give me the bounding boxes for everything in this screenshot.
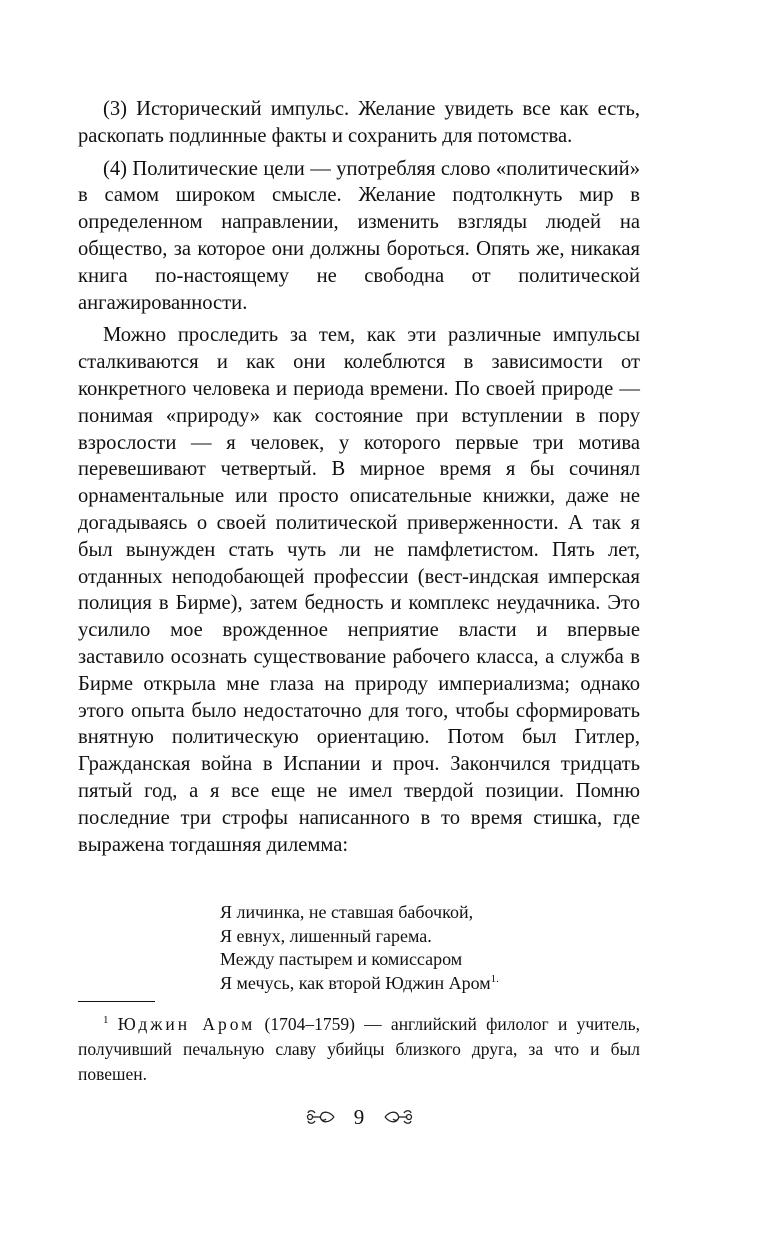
poem-line-2: Я евнух, лишенный гарема. xyxy=(220,925,432,946)
fleuron-right-icon xyxy=(382,1107,416,1127)
paragraph-motives-discussion: Можно проследить за тем, как эти различные импульсы сталкиваются и как они колеблются в зависимости от конкретного человека и периода времени. По своей природе — понимая «природу» как состояние при вступлении в пору взрослости — я человек, у которого первые три мотива перевешивают четвертый. В мирное время я бы сочинял орнаментальные или просто описательные книжки, даже не догадываясь о своей политической приверженности. А так я был вынужден стать чуть ли не памфлетистом. Пять лет, отданных неподобающей профессии (вест-индская имперская полиция в Бирме), затем бедность и комплекс неудачника. Это усилило мое врожденное неприятие власти и впервые заставило осознать существование рабочего класса, а служба в Бирме открыла мне глаза на природу империализма; однако этого опыта было недостаточно для того, чтобы сформировать внятную политическую ориентацию. Потом был Гитлер, Гражданская война в Испании и проч. Закончился тридцать пятый год, а я все еще не имел твердой позиции. Помню последние три строфы написанного в то время стишка, где выражена тогдашняя дилемма: xyxy=(78,324,640,856)
footnote-text: (1704–1759) — английский филолог и учитель, получивший печальную славу убийцы близкого друга, за что и был повешен. xyxy=(78,1014,641,1084)
poem-line-1: Я личинка, не ставшая бабочкой, xyxy=(220,902,474,922)
poem-line-3: Между пастырем и комиссаром xyxy=(220,949,463,969)
footnote xyxy=(78,1012,640,1087)
paragraph-political-purpose: (4) Политические цели — употребляя слово «политический» в самом широком смысле. Желание подтолкнуть мир в определенном направлении, изменить взгляды людей на общество, за которое они должны бороться. Опять же, никакая книга по-настоящему не свободна от политической ангажированности. xyxy=(78,157,640,314)
page-footer xyxy=(0,1102,718,1130)
body-text xyxy=(78,96,640,858)
fleuron-left-icon xyxy=(303,1107,337,1127)
poem-line-4 xyxy=(220,972,499,996)
footnote-name: Юджин Аром xyxy=(117,1014,256,1034)
paragraph-historical-impulse: (3) Исторический импульс. Желание увидеть все как есть, раскопать подлинные факты и сохранить для потомства. xyxy=(78,98,640,147)
footnote-reference[interactable]: 1. xyxy=(490,972,499,985)
footnote-divider xyxy=(78,1001,155,1002)
poem-line-4-text: Я мечусь, как второй Юджин Аром xyxy=(220,972,491,993)
footnote-marker: 1 xyxy=(103,1014,109,1027)
page-number: 9 xyxy=(353,1105,365,1130)
poem-excerpt xyxy=(220,901,499,995)
